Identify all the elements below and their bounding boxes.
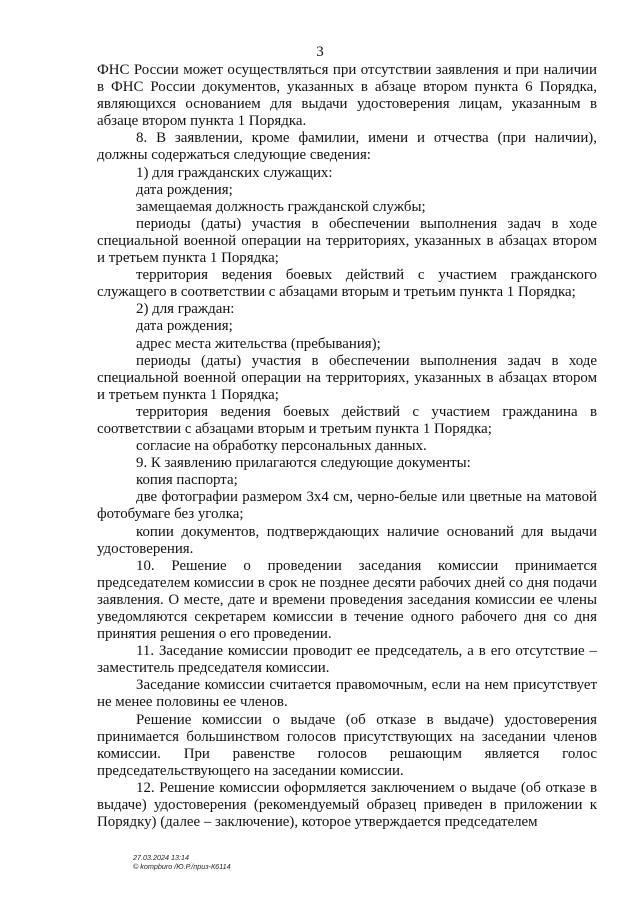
paragraph: 11. Заседание комиссии проводит ее председатель, а в его отсутствие – заместитель председателя комиссии. xyxy=(97,643,597,677)
footer-timestamp: 27.03.2024 13:14 xyxy=(133,853,189,862)
paragraph: дата рождения; xyxy=(136,318,233,335)
paragraph: 2) для граждан: xyxy=(136,301,235,318)
paragraph: 8. В заявлении, кроме фамилии, имени и отчества (при наличии), должны содержаться следующие сведения: xyxy=(97,130,597,164)
footer-file-reference: © kompburo /Ю.Р./приз-К6114 xyxy=(133,862,231,871)
paragraph: 12. Решение комиссии оформляется заключением о выдаче (об отказе в выдаче) удостоверения (рекомендуемый образец приведен в приложении к Порядку) (далее – заключение), которое утверждается председателем xyxy=(97,779,597,831)
paragraph: Заседание комиссии считается правомочным, если на нем присутствует не менее половины ее членов. xyxy=(97,677,597,711)
paragraph: территория ведения боевых действий с участием гражданского служащего в соответствии с абзацами вторым и третьим пункта 1 Порядка; xyxy=(97,267,597,301)
paragraph: территория ведения боевых действий с участием гражданина в соответствии с абзацами вторым и третьим пункта 1 Порядка; xyxy=(97,403,597,437)
page-number: 3 xyxy=(316,44,324,60)
paragraph: дата рождения; xyxy=(136,181,233,198)
document-footer xyxy=(133,853,231,871)
paragraph: периоды (даты) участия в обеспечении выполнения задач в ходе специальной военной операции на территориях, указанных в абзацах втором и третьем пункта 1 Порядка; xyxy=(97,215,597,267)
paragraph: периоды (даты) участия в обеспечении выполнения задач в ходе специальной военной операции на территориях, указанных в абзацах втором и третьем пункта 1 Порядка; xyxy=(97,352,597,403)
paragraph: Решение комиссии о выдаче (об отказе в выдаче) удостоверения принимается большинством голосов присутствующих на заседании членов комиссии. При равенстве голосов решающим является голос председательствующего на заседании комиссии. xyxy=(97,711,597,779)
document-body xyxy=(97,62,597,831)
paragraph: 1) для гражданских служащих: xyxy=(136,164,333,181)
paragraph: 9. К заявлению прилагаются следующие документы: xyxy=(136,455,471,472)
paragraph: замещаемая должность гражданской службы; xyxy=(136,198,426,215)
paragraph: копия паспорта; xyxy=(136,472,238,489)
paragraph: 10. Решение о проведении заседания комиссии принимается председателем комиссии в срок не позднее десяти рабочих дней со дня подачи заявления. О месте, дате и времени проведения заседания комиссии ее члены уведомляются секретарем комиссии в течение одного рабочего дня со дня принятия решения о его проведении. xyxy=(97,557,597,643)
paragraph: две фотографии размером 3x4 см, черно-белые или цветные на матовой фотобумаге без уголка; xyxy=(97,489,597,523)
paragraph: адрес места жительства (пребывания); xyxy=(136,335,381,352)
paragraph: согласие на обработку персональных данных. xyxy=(136,438,427,455)
paragraph: ФНС России может осуществляться при отсутствии заявления и при наличии в ФНС России документов, указанных в абзаце втором пункта 6 Порядка, являющихся основанием для выдачи удостоверения лицам, указанным в абзаце втором пункта 1 Порядка. xyxy=(97,62,597,130)
paragraph: копии документов, подтверждающих наличие оснований для выдачи удостоверения. xyxy=(97,523,597,557)
